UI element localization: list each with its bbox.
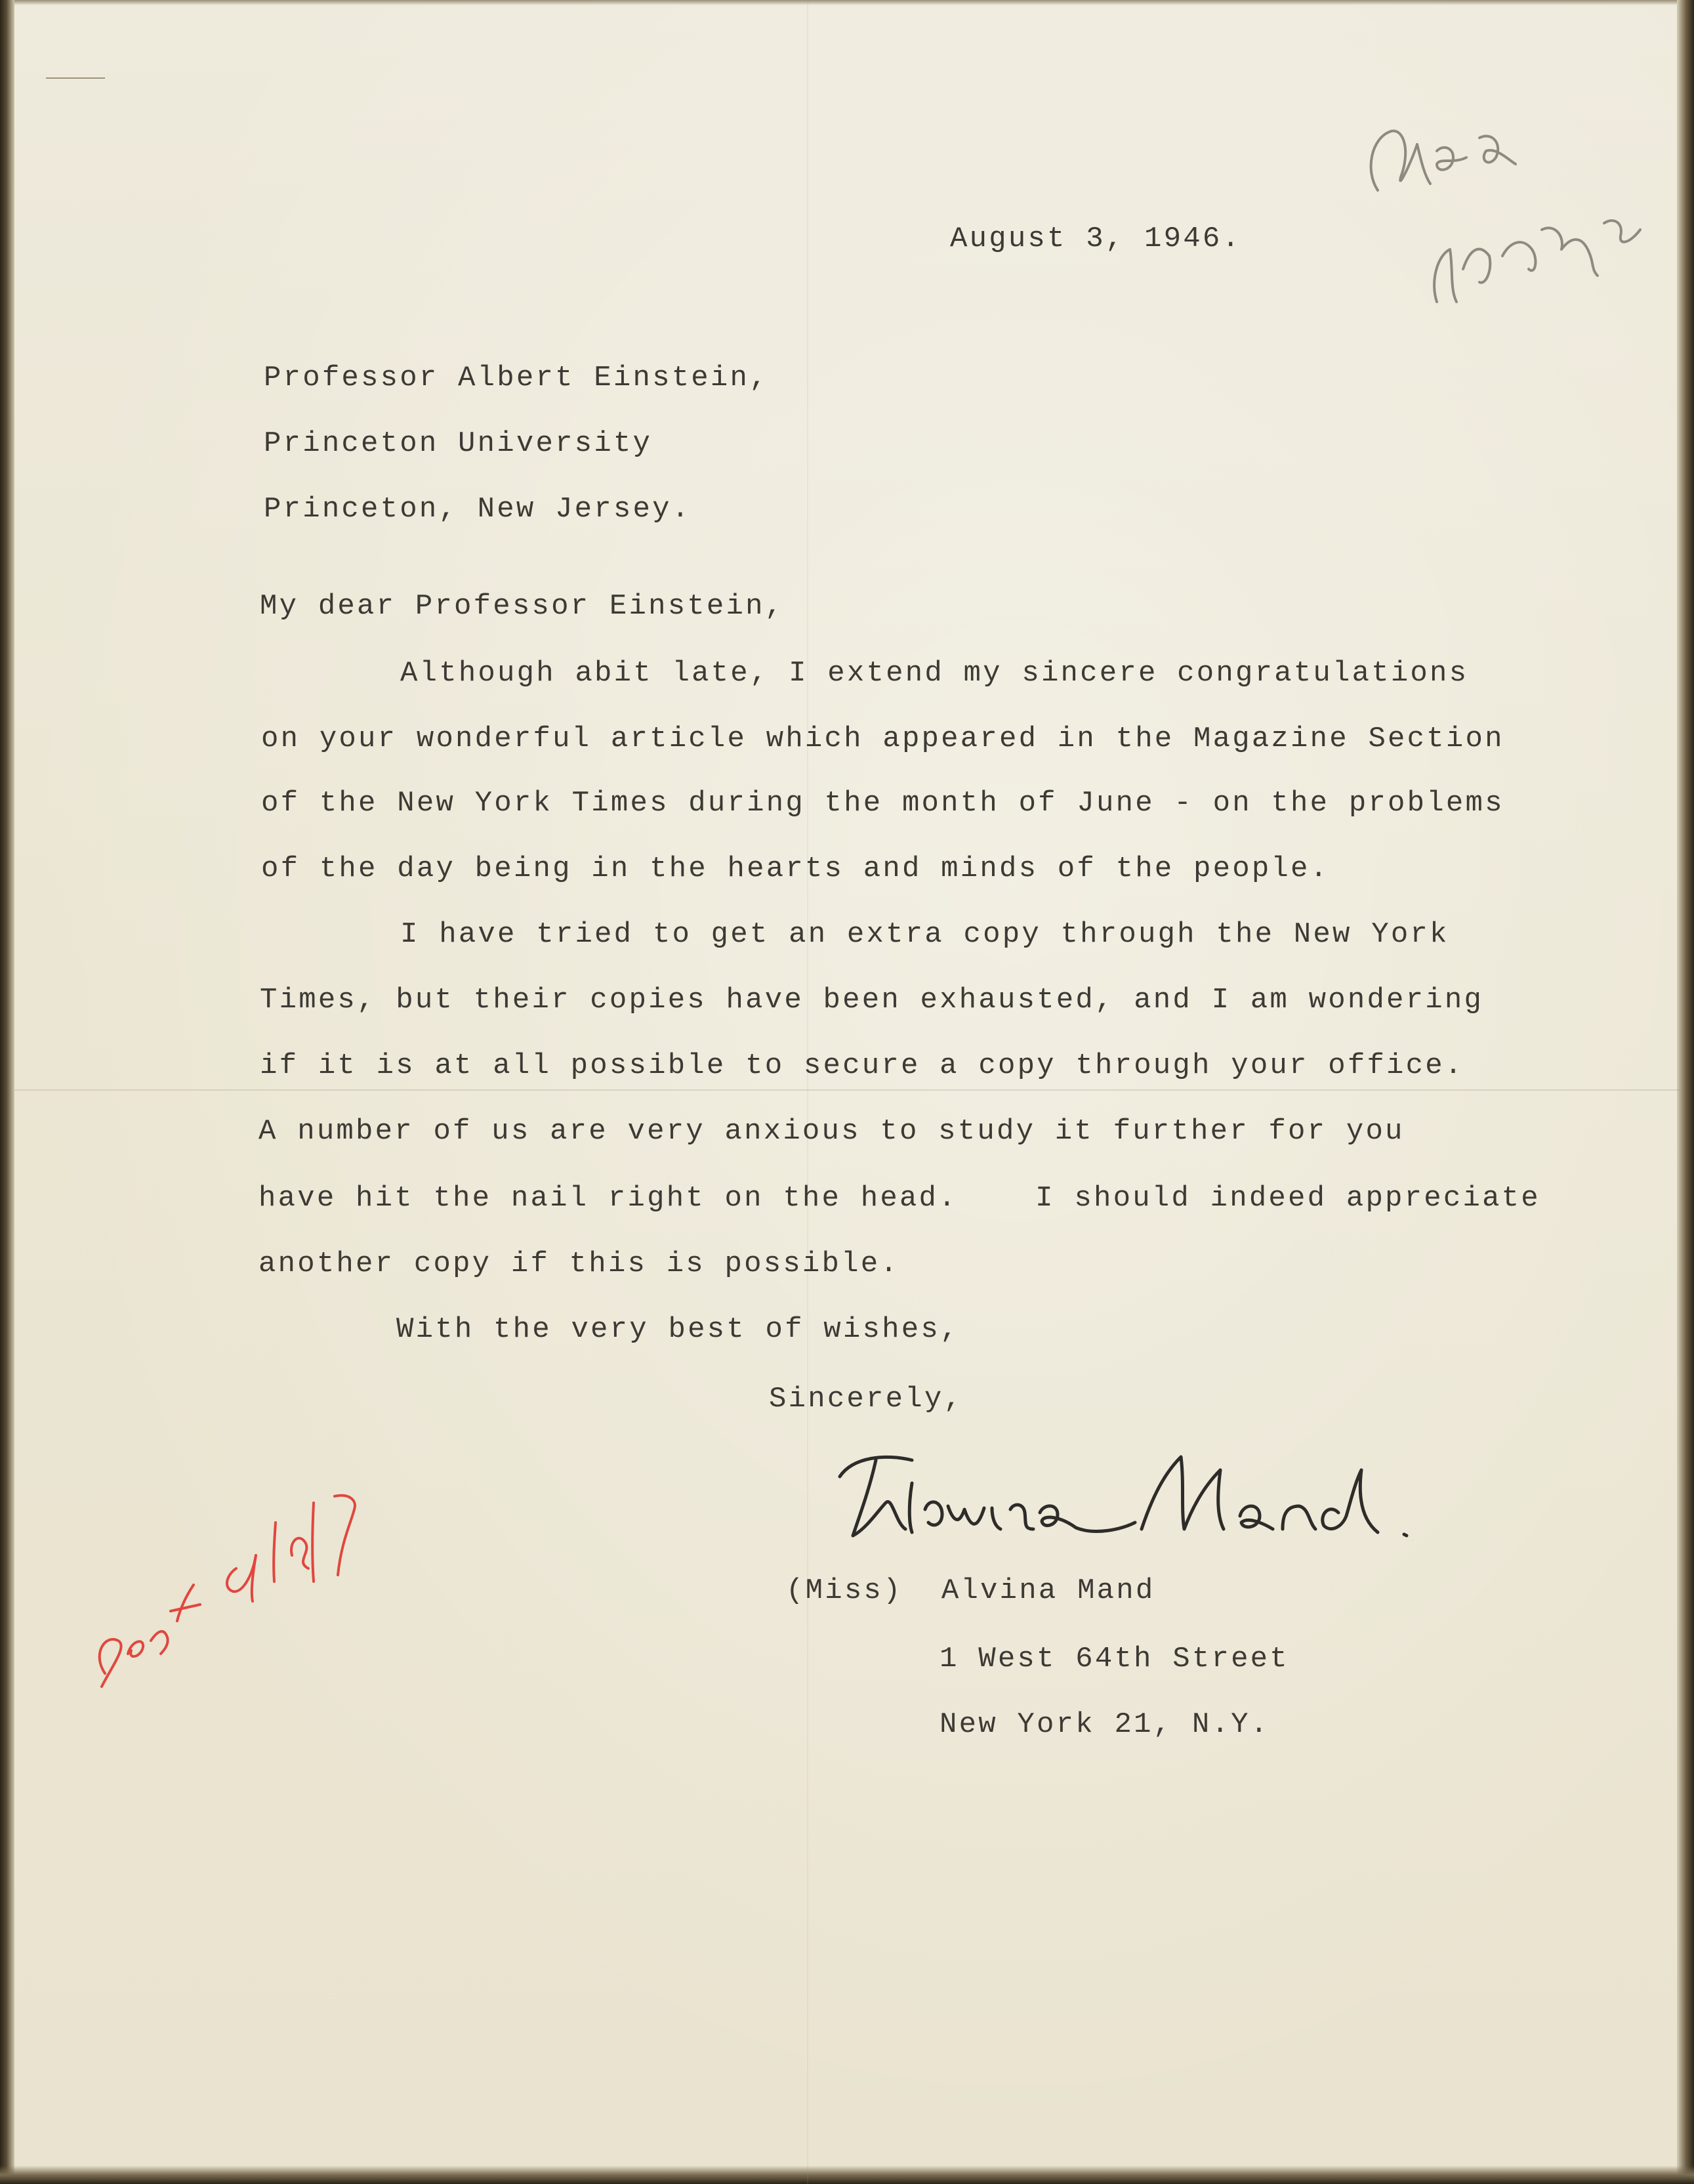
recipient-name: Professor Albert Einstein,	[264, 362, 769, 394]
body-line: A number of us are very anxious to study it further for you	[258, 1115, 1405, 1148]
page-edge-top	[0, 0, 1694, 5]
pencil-annotation	[1338, 59, 1666, 322]
letter-date: August 3, 1946.	[950, 222, 1242, 255]
page-edge-left	[0, 0, 14, 2184]
sender-name: (Miss) Alvina Mand	[786, 1574, 1155, 1607]
sender-street: 1 West 64th Street	[940, 1643, 1289, 1675]
salutation: My dear Professor Einstein,	[260, 590, 785, 623]
handwritten-signature	[814, 1431, 1417, 1562]
recipient-institution: Princeton University	[264, 427, 653, 460]
body-line: of the day being in the hearts and minds of the people.	[261, 852, 1330, 885]
body-line: I have tried to get an extra copy through the New York	[400, 918, 1449, 951]
closing-wishes: With the very best of wishes,	[396, 1313, 960, 1346]
fold-crease-vertical	[807, 0, 808, 2184]
body-line: on your wonderful article which appeared in the Magazine Section	[261, 723, 1504, 755]
red-pencil-annotation	[66, 1477, 381, 1713]
body-line: Times, but their copies have been exhausted, and I am wondering	[260, 984, 1484, 1017]
body-line: another copy if this is possible.	[258, 1248, 899, 1280]
body-line: if it is at all possible to secure a copy through your office.	[260, 1049, 1464, 1082]
pencil-dash-mark	[46, 77, 105, 79]
body-line: of the New York Times during the month of June - on the problems	[261, 787, 1504, 820]
sender-city: New York 21, N.Y.	[940, 1708, 1270, 1741]
page-edge-bottom	[0, 2166, 1694, 2184]
body-line: have hit the nail right on the head. I should indeed appreciate	[258, 1182, 1540, 1215]
closing: Sincerely,	[769, 1383, 964, 1416]
fold-crease-horizontal	[14, 1089, 1681, 1091]
recipient-city: Princeton, New Jersey.	[264, 493, 692, 526]
body-line: Although abit late, I extend my sincere congratulations	[400, 657, 1469, 690]
page-edge-right	[1677, 0, 1694, 2184]
